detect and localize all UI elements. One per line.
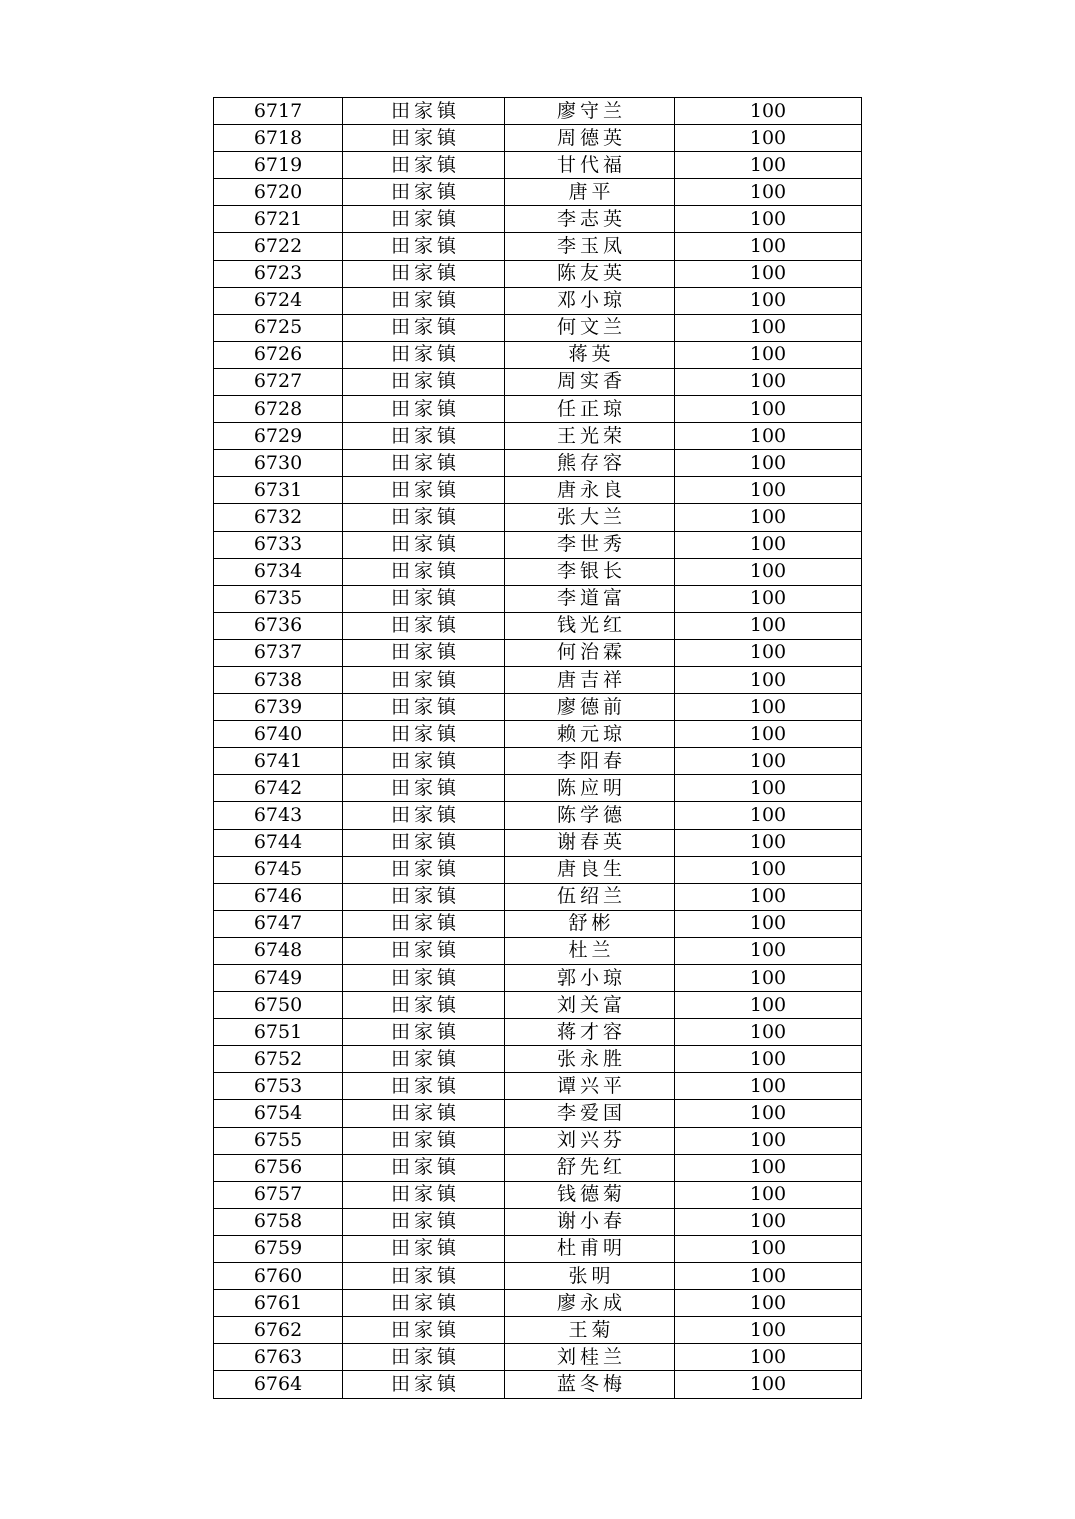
town-cell: 田家镇: [343, 1154, 505, 1181]
person-name-cell: 王光荣: [505, 423, 675, 450]
person-name-cell: 熊存容: [505, 450, 675, 477]
table-row: [214, 1263, 862, 1290]
person-name-cell: 李银长: [505, 558, 675, 585]
amount-cell: 100: [675, 1290, 862, 1317]
town-cell: 田家镇: [343, 287, 505, 314]
person-name-cell: 蒋才容: [505, 1019, 675, 1046]
table-row: [214, 233, 862, 260]
person-name-cell: 杜兰: [505, 937, 675, 964]
amount-cell: 100: [675, 206, 862, 233]
person-name-cell: 陈友英: [505, 260, 675, 287]
person-name-cell: 李阳春: [505, 748, 675, 775]
table-row: [214, 1344, 862, 1371]
person-name-cell: 何治霖: [505, 639, 675, 666]
amount-cell: 100: [675, 260, 862, 287]
person-name-cell: 张明: [505, 1263, 675, 1290]
person-name-cell: 唐永良: [505, 477, 675, 504]
person-name-cell: 张大兰: [505, 504, 675, 531]
person-name-cell: 赖元琼: [505, 721, 675, 748]
amount-cell: 100: [675, 666, 862, 693]
person-name-cell: 钱光红: [505, 612, 675, 639]
amount-cell: 100: [675, 612, 862, 639]
amount-cell: 100: [675, 937, 862, 964]
table-row: [214, 1127, 862, 1154]
table-row: [214, 1371, 862, 1398]
serial-number-cell: 6750: [214, 992, 343, 1019]
table-row: [214, 477, 862, 504]
town-cell: 田家镇: [343, 1263, 505, 1290]
serial-number-cell: 6757: [214, 1181, 343, 1208]
person-name-cell: 邓小琼: [505, 287, 675, 314]
town-cell: 田家镇: [343, 883, 505, 910]
serial-number-cell: 6759: [214, 1235, 343, 1262]
person-name-cell: 刘关富: [505, 992, 675, 1019]
table-row: [214, 1235, 862, 1262]
table-row: [214, 965, 862, 992]
amount-cell: 100: [675, 152, 862, 179]
amount-cell: 100: [675, 125, 862, 152]
town-cell: 田家镇: [343, 910, 505, 937]
table-row: [214, 585, 862, 612]
table-row: [214, 1290, 862, 1317]
table-row: [214, 125, 862, 152]
table-row: [214, 314, 862, 341]
serial-number-cell: 6743: [214, 802, 343, 829]
amount-cell: 100: [675, 1263, 862, 1290]
person-name-cell: 唐吉祥: [505, 666, 675, 693]
serial-number-cell: 6738: [214, 666, 343, 693]
table-row: [214, 287, 862, 314]
roster-table: [213, 97, 862, 1399]
table-row: [214, 802, 862, 829]
serial-number-cell: 6758: [214, 1208, 343, 1235]
table-row: [214, 748, 862, 775]
town-cell: 田家镇: [343, 1046, 505, 1073]
town-cell: 田家镇: [343, 314, 505, 341]
serial-number-cell: 6752: [214, 1046, 343, 1073]
person-name-cell: 伍绍兰: [505, 883, 675, 910]
serial-number-cell: 6748: [214, 937, 343, 964]
table-row: [214, 1073, 862, 1100]
person-name-cell: 郭小琼: [505, 965, 675, 992]
town-cell: 田家镇: [343, 856, 505, 883]
table-row: [214, 152, 862, 179]
serial-number-cell: 6751: [214, 1019, 343, 1046]
town-cell: 田家镇: [343, 1073, 505, 1100]
amount-cell: 100: [675, 883, 862, 910]
town-cell: 田家镇: [343, 1317, 505, 1344]
table-row: [214, 856, 862, 883]
table-row: [214, 504, 862, 531]
person-name-cell: 李爱国: [505, 1100, 675, 1127]
town-cell: 田家镇: [343, 98, 505, 125]
serial-number-cell: 6762: [214, 1317, 343, 1344]
town-cell: 田家镇: [343, 531, 505, 558]
amount-cell: 100: [675, 98, 862, 125]
town-cell: 田家镇: [343, 965, 505, 992]
town-cell: 田家镇: [343, 694, 505, 721]
town-cell: 田家镇: [343, 585, 505, 612]
amount-cell: 100: [675, 504, 862, 531]
town-cell: 田家镇: [343, 396, 505, 423]
serial-number-cell: 6741: [214, 748, 343, 775]
person-name-cell: 廖守兰: [505, 98, 675, 125]
person-name-cell: 陈应明: [505, 775, 675, 802]
town-cell: 田家镇: [343, 368, 505, 395]
person-name-cell: 钱德菊: [505, 1181, 675, 1208]
serial-number-cell: 6745: [214, 856, 343, 883]
amount-cell: 100: [675, 1073, 862, 1100]
amount-cell: 100: [675, 639, 862, 666]
amount-cell: 100: [675, 341, 862, 368]
person-name-cell: 舒彬: [505, 910, 675, 937]
amount-cell: 100: [675, 396, 862, 423]
serial-number-cell: 6717: [214, 98, 343, 125]
person-name-cell: 廖德前: [505, 694, 675, 721]
table-row: [214, 1208, 862, 1235]
serial-number-cell: 6731: [214, 477, 343, 504]
amount-cell: 100: [675, 802, 862, 829]
amount-cell: 100: [675, 1208, 862, 1235]
person-name-cell: 李道富: [505, 585, 675, 612]
person-name-cell: 李志英: [505, 206, 675, 233]
town-cell: 田家镇: [343, 1344, 505, 1371]
serial-number-cell: 6737: [214, 639, 343, 666]
town-cell: 田家镇: [343, 1208, 505, 1235]
town-cell: 田家镇: [343, 802, 505, 829]
amount-cell: 100: [675, 531, 862, 558]
table-row: [214, 666, 862, 693]
table-row: [214, 1154, 862, 1181]
table-row: [214, 1181, 862, 1208]
table-row: [214, 396, 862, 423]
person-name-cell: 陈学德: [505, 802, 675, 829]
town-cell: 田家镇: [343, 1019, 505, 1046]
serial-number-cell: 6732: [214, 504, 343, 531]
table-row: [214, 1046, 862, 1073]
amount-cell: 100: [675, 558, 862, 585]
person-name-cell: 蓝冬梅: [505, 1371, 675, 1398]
town-cell: 田家镇: [343, 829, 505, 856]
table-row: [214, 450, 862, 477]
amount-cell: 100: [675, 1100, 862, 1127]
person-name-cell: 何文兰: [505, 314, 675, 341]
table-row: [214, 179, 862, 206]
town-cell: 田家镇: [343, 721, 505, 748]
table-row: [214, 260, 862, 287]
amount-cell: 100: [675, 368, 862, 395]
person-name-cell: 舒先红: [505, 1154, 675, 1181]
amount-cell: 100: [675, 287, 862, 314]
serial-number-cell: 6733: [214, 531, 343, 558]
serial-number-cell: 6720: [214, 179, 343, 206]
serial-number-cell: 6764: [214, 1371, 343, 1398]
amount-cell: 100: [675, 910, 862, 937]
serial-number-cell: 6754: [214, 1100, 343, 1127]
town-cell: 田家镇: [343, 937, 505, 964]
serial-number-cell: 6730: [214, 450, 343, 477]
serial-number-cell: 6744: [214, 829, 343, 856]
serial-number-cell: 6736: [214, 612, 343, 639]
serial-number-cell: 6721: [214, 206, 343, 233]
serial-number-cell: 6746: [214, 883, 343, 910]
table-row: [214, 368, 862, 395]
serial-number-cell: 6724: [214, 287, 343, 314]
person-name-cell: 谢春英: [505, 829, 675, 856]
amount-cell: 100: [675, 721, 862, 748]
town-cell: 田家镇: [343, 450, 505, 477]
person-name-cell: 周实香: [505, 368, 675, 395]
serial-number-cell: 6719: [214, 152, 343, 179]
amount-cell: 100: [675, 856, 862, 883]
amount-cell: 100: [675, 829, 862, 856]
table-row: [214, 694, 862, 721]
table-row: [214, 883, 862, 910]
person-name-cell: 谢小春: [505, 1208, 675, 1235]
town-cell: 田家镇: [343, 477, 505, 504]
town-cell: 田家镇: [343, 152, 505, 179]
amount-cell: 100: [675, 992, 862, 1019]
town-cell: 田家镇: [343, 992, 505, 1019]
person-name-cell: 蒋英: [505, 341, 675, 368]
amount-cell: 100: [675, 1046, 862, 1073]
person-name-cell: 张永胜: [505, 1046, 675, 1073]
serial-number-cell: 6723: [214, 260, 343, 287]
serial-number-cell: 6755: [214, 1127, 343, 1154]
serial-number-cell: 6726: [214, 341, 343, 368]
amount-cell: 100: [675, 694, 862, 721]
amount-cell: 100: [675, 965, 862, 992]
table-row: [214, 558, 862, 585]
person-name-cell: 谭兴平: [505, 1073, 675, 1100]
table-row: [214, 937, 862, 964]
amount-cell: 100: [675, 477, 862, 504]
roster-table-body: [214, 98, 862, 1399]
amount-cell: 100: [675, 1154, 862, 1181]
amount-cell: 100: [675, 423, 862, 450]
town-cell: 田家镇: [343, 206, 505, 233]
town-cell: 田家镇: [343, 233, 505, 260]
table-row: [214, 1100, 862, 1127]
amount-cell: 100: [675, 314, 862, 341]
amount-cell: 100: [675, 1019, 862, 1046]
serial-number-cell: 6725: [214, 314, 343, 341]
town-cell: 田家镇: [343, 1235, 505, 1262]
person-name-cell: 李玉凤: [505, 233, 675, 260]
person-name-cell: 唐良生: [505, 856, 675, 883]
person-name-cell: 周德英: [505, 125, 675, 152]
town-cell: 田家镇: [343, 179, 505, 206]
amount-cell: 100: [675, 1371, 862, 1398]
serial-number-cell: 6722: [214, 233, 343, 260]
person-name-cell: 唐平: [505, 179, 675, 206]
table-row: [214, 423, 862, 450]
serial-number-cell: 6756: [214, 1154, 343, 1181]
amount-cell: 100: [675, 233, 862, 260]
person-name-cell: 王菊: [505, 1317, 675, 1344]
serial-number-cell: 6753: [214, 1073, 343, 1100]
town-cell: 田家镇: [343, 639, 505, 666]
table-row: [214, 1019, 862, 1046]
town-cell: 田家镇: [343, 125, 505, 152]
amount-cell: 100: [675, 450, 862, 477]
serial-number-cell: 6760: [214, 1263, 343, 1290]
town-cell: 田家镇: [343, 260, 505, 287]
town-cell: 田家镇: [343, 1371, 505, 1398]
person-name-cell: 李世秀: [505, 531, 675, 558]
table-row: [214, 1317, 862, 1344]
town-cell: 田家镇: [343, 1100, 505, 1127]
amount-cell: 100: [675, 1344, 862, 1371]
amount-cell: 100: [675, 585, 862, 612]
amount-cell: 100: [675, 1235, 862, 1262]
table-row: [214, 775, 862, 802]
town-cell: 田家镇: [343, 775, 505, 802]
serial-number-cell: 6763: [214, 1344, 343, 1371]
town-cell: 田家镇: [343, 612, 505, 639]
serial-number-cell: 6740: [214, 721, 343, 748]
serial-number-cell: 6727: [214, 368, 343, 395]
serial-number-cell: 6749: [214, 965, 343, 992]
serial-number-cell: 6742: [214, 775, 343, 802]
serial-number-cell: 6747: [214, 910, 343, 937]
person-name-cell: 甘代福: [505, 152, 675, 179]
serial-number-cell: 6739: [214, 694, 343, 721]
person-name-cell: 廖永成: [505, 1290, 675, 1317]
person-name-cell: 杜甫明: [505, 1235, 675, 1262]
amount-cell: 100: [675, 1317, 862, 1344]
town-cell: 田家镇: [343, 504, 505, 531]
town-cell: 田家镇: [343, 1127, 505, 1154]
table-row: [214, 612, 862, 639]
town-cell: 田家镇: [343, 341, 505, 368]
town-cell: 田家镇: [343, 1290, 505, 1317]
table-row: [214, 910, 862, 937]
person-name-cell: 任正琼: [505, 396, 675, 423]
town-cell: 田家镇: [343, 748, 505, 775]
amount-cell: 100: [675, 1127, 862, 1154]
serial-number-cell: 6735: [214, 585, 343, 612]
town-cell: 田家镇: [343, 666, 505, 693]
town-cell: 田家镇: [343, 423, 505, 450]
serial-number-cell: 6728: [214, 396, 343, 423]
table-row: [214, 639, 862, 666]
table-row: [214, 206, 862, 233]
table-row: [214, 992, 862, 1019]
amount-cell: 100: [675, 748, 862, 775]
serial-number-cell: 6761: [214, 1290, 343, 1317]
table-row: [214, 721, 862, 748]
table-row: [214, 531, 862, 558]
town-cell: 田家镇: [343, 558, 505, 585]
town-cell: 田家镇: [343, 1181, 505, 1208]
person-name-cell: 刘桂兰: [505, 1344, 675, 1371]
table-row: [214, 98, 862, 125]
serial-number-cell: 6734: [214, 558, 343, 585]
amount-cell: 100: [675, 775, 862, 802]
table-row: [214, 341, 862, 368]
amount-cell: 100: [675, 179, 862, 206]
serial-number-cell: 6718: [214, 125, 343, 152]
amount-cell: 100: [675, 1181, 862, 1208]
table-row: [214, 829, 862, 856]
serial-number-cell: 6729: [214, 423, 343, 450]
person-name-cell: 刘兴芬: [505, 1127, 675, 1154]
